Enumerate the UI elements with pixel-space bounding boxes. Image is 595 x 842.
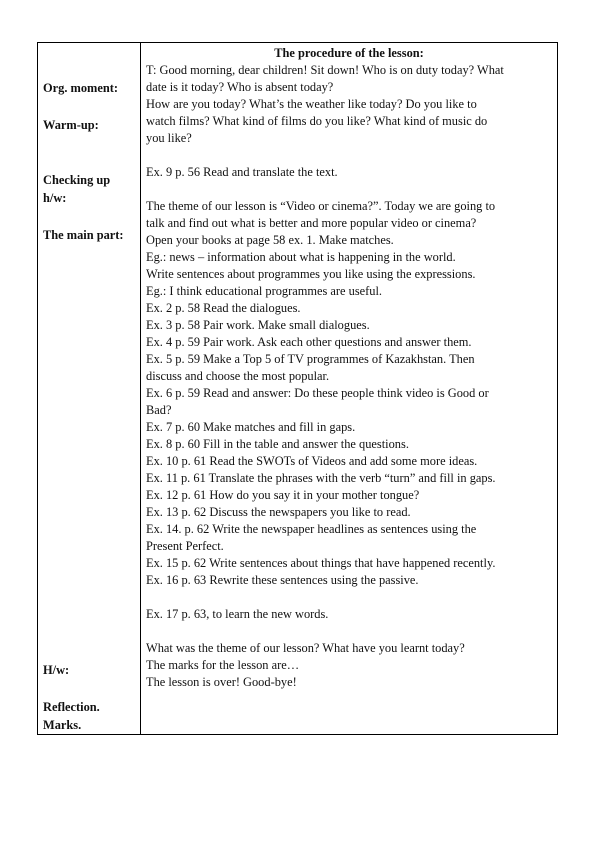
label-reflection: Reflection. — [43, 700, 100, 714]
procedure-line: Open your books at page 58 ex. 1. Make matches. — [146, 233, 394, 247]
procedure-line: Ex. 3 p. 58 Pair work. Make small dialogues. — [146, 318, 370, 332]
procedure-line: T: Good morning, dear children! Sit down! Who is on duty today? What — [146, 63, 504, 77]
procedure-line: Ex. 6 p. 59 Read and answer: Do these people think video is Good or — [146, 386, 489, 400]
label-homework: H/w: — [43, 663, 70, 677]
procedure-line: you like? — [146, 131, 192, 145]
procedure-line: Ex. 10 p. 61 Read the SWOTs of Videos and add some more ideas. — [146, 454, 478, 468]
procedure-line: How are you today? What’s the weather like today? Do you like to — [146, 97, 477, 111]
procedure-line: The theme of our lesson is “Video or cinema?”. Today we are going to — [146, 199, 496, 213]
procedure-line: Ex. 16 p. 63 Rewrite these sentences using the passive. — [146, 573, 419, 587]
procedure-line: Ex. 5 p. 59 Make a Top 5 of TV programmes of Kazakhstan. Then — [146, 352, 475, 366]
procedure-line: discuss and choose the most popular. — [146, 369, 330, 383]
procedure-line: Bad? — [146, 403, 172, 417]
procedure-line: The marks for the lesson are… — [146, 658, 300, 672]
procedure-line: Eg.: I think educational programmes are useful. — [146, 284, 383, 298]
procedure-line: Present Perfect. — [146, 539, 224, 553]
procedure-line: Ex. 2 p. 58 Read the dialogues. — [146, 301, 301, 315]
procedure-line: Ex. 17 p. 63, to learn the new words. — [146, 607, 329, 621]
label-main-part: The main part: — [43, 228, 124, 242]
procedure-line: What was the theme of our lesson? What have you learnt today? — [146, 641, 465, 655]
procedure-line: The lesson is over! Good-bye! — [146, 675, 297, 689]
procedure-line: Ex. 12 p. 61 How do you say it in your mother tongue? — [146, 488, 420, 502]
procedure-line: Ex. 9 p. 56 Read and translate the text. — [146, 165, 338, 179]
procedure-column — [141, 43, 557, 734]
procedure-line: Ex. 13 p. 62 Discuss the newspapers you like to read. — [146, 505, 411, 519]
procedure-heading: The procedure of the lesson: — [274, 46, 424, 60]
procedure-line: Ex. 15 p. 62 Write sentences about things that have happened recently. — [146, 556, 496, 570]
label-checking-up: Checking up — [43, 173, 111, 187]
label-marks: Marks. — [43, 718, 82, 732]
lesson-plan-table — [37, 42, 558, 735]
procedure-line: Write sentences about programmes you like using the expressions. — [146, 267, 476, 281]
stage-column — [38, 43, 140, 734]
label-warm-up: Warm-up: — [43, 118, 99, 132]
procedure-line: date is it today? Who is absent today? — [146, 80, 334, 94]
label-homework-check: h/w: — [43, 191, 67, 205]
label-org-moment: Org. moment: — [43, 81, 119, 95]
procedure-line: talk and find out what is better and more popular video or cinema? — [146, 216, 477, 230]
procedure-line: Ex. 11 p. 61 Translate the phrases with the verb “turn” and fill in gaps. — [146, 471, 496, 485]
procedure-line: Ex. 7 p. 60 Make matches and fill in gaps. — [146, 420, 356, 434]
procedure-line: Ex. 14. p. 62 Write the newspaper headlines as sentences using the — [146, 522, 477, 536]
procedure-line: watch films? What kind of films do you like? What kind of music do — [146, 114, 488, 128]
procedure-line: Ex. 8 p. 60 Fill in the table and answer the questions. — [146, 437, 409, 451]
procedure-line: Eg.: news – information about what is happening in the world. — [146, 250, 456, 264]
procedure-line: Ex. 4 p. 59 Pair work. Ask each other questions and answer them. — [146, 335, 472, 349]
